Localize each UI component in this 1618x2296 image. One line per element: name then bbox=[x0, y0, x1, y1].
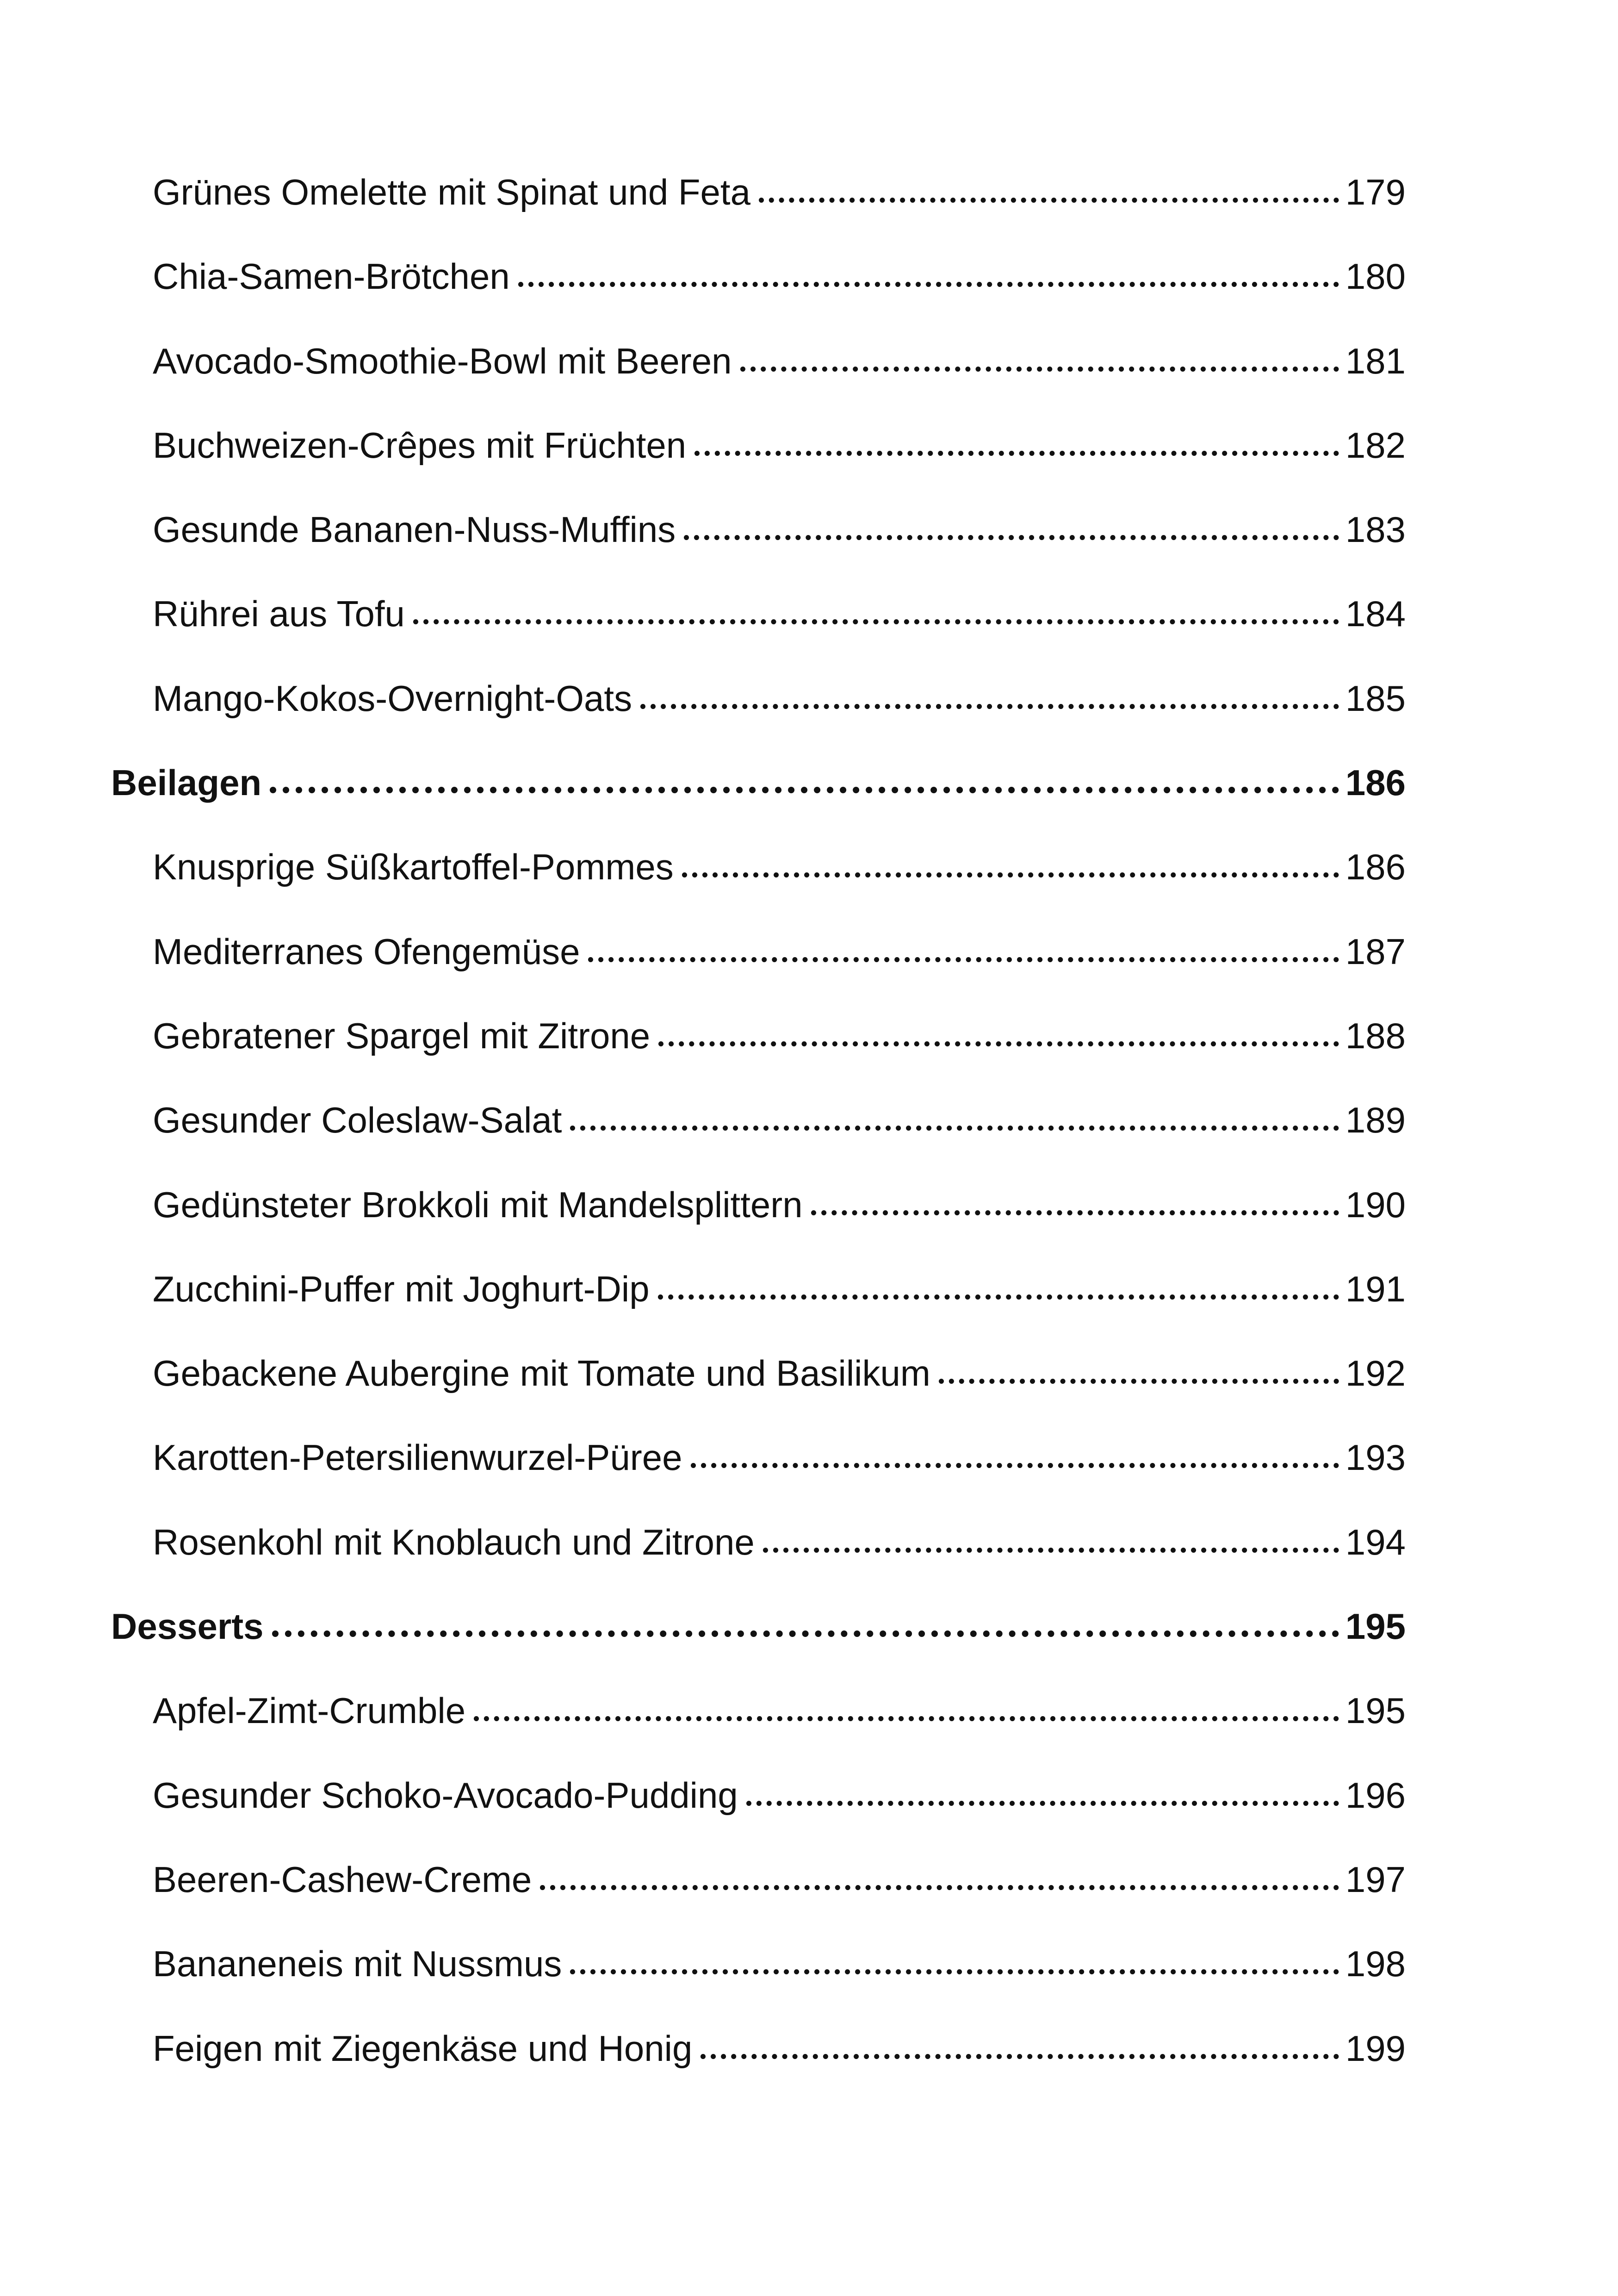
dot-leader bbox=[540, 1885, 1339, 1890]
toc-entry-title: Beeren-Cashew-Creme bbox=[153, 1859, 532, 1900]
dot-leader bbox=[588, 957, 1339, 962]
dot-leader bbox=[570, 1126, 1339, 1131]
toc-entry-page-number: 187 bbox=[1345, 931, 1406, 972]
toc-entry-title: Gebackene Aubergine mit Tomate und Basilikum bbox=[153, 1353, 930, 1394]
toc-entry[interactable] bbox=[111, 994, 1406, 1078]
toc-entry-page-number: 184 bbox=[1345, 593, 1406, 635]
toc-entry-page-number: 191 bbox=[1345, 1268, 1406, 1309]
toc-entry-title: Gesunde Bananen-Nuss-Muffins bbox=[153, 509, 676, 550]
toc-entry-page-number: 190 bbox=[1345, 1184, 1406, 1225]
dot-leader bbox=[759, 198, 1339, 203]
toc-entry[interactable] bbox=[111, 1837, 1406, 1922]
toc-entry-title: Mango-Kokos-Overnight-Oats bbox=[153, 678, 632, 719]
toc-entry-page-number: 194 bbox=[1345, 1521, 1406, 1562]
toc-entry[interactable] bbox=[111, 1668, 1406, 1753]
toc-entry-page-number: 183 bbox=[1345, 509, 1406, 550]
toc-entry-title: Feigen mit Ziegenkäse und Honig bbox=[153, 2028, 693, 2069]
toc-entry-title: Grünes Omelette mit Spinat und Feta bbox=[153, 172, 750, 212]
dot-leader bbox=[684, 535, 1339, 540]
toc-entry[interactable] bbox=[111, 1500, 1406, 1584]
toc-section-page-number: 195 bbox=[1345, 1606, 1406, 1647]
dot-leader bbox=[474, 1716, 1339, 1721]
dot-leader bbox=[270, 787, 1339, 793]
toc-entry-page-number: 197 bbox=[1345, 1859, 1406, 1900]
toc-entry-page-number: 189 bbox=[1345, 1100, 1406, 1141]
toc-entry-page-number: 199 bbox=[1345, 2028, 1406, 2069]
toc-entry[interactable] bbox=[111, 825, 1406, 909]
toc-entry-title: Avocado-Smoothie-Bowl mit Beeren bbox=[153, 340, 732, 381]
toc-entry-title: Gedünsteter Brokkoli mit Mandelsplittern bbox=[153, 1184, 803, 1225]
toc-section-title: Beilagen bbox=[111, 762, 262, 803]
dot-leader bbox=[518, 282, 1339, 287]
toc-entry[interactable] bbox=[111, 487, 1406, 572]
table-of-contents bbox=[111, 150, 1406, 2091]
toc-entry[interactable] bbox=[111, 1331, 1406, 1415]
dot-leader bbox=[939, 1379, 1339, 1384]
toc-entry[interactable] bbox=[111, 1922, 1406, 2006]
toc-entry-page-number: 186 bbox=[1345, 846, 1406, 888]
toc-entry-page-number: 196 bbox=[1345, 1774, 1406, 1816]
toc-entry[interactable] bbox=[111, 234, 1406, 318]
dot-leader bbox=[691, 1463, 1339, 1468]
toc-entry[interactable] bbox=[111, 572, 1406, 656]
toc-entry[interactable] bbox=[111, 1078, 1406, 1162]
dot-leader bbox=[694, 451, 1339, 456]
toc-entry-title: Zucchini-Puffer mit Joghurt-Dip bbox=[153, 1268, 650, 1309]
toc-entry-title: Mediterranes Ofengemüse bbox=[153, 931, 580, 972]
toc-entry-title: Gesunder Coleslaw-Salat bbox=[153, 1100, 562, 1141]
toc-section-page-number: 186 bbox=[1345, 762, 1406, 803]
toc-entry[interactable] bbox=[111, 319, 1406, 403]
toc-entry[interactable] bbox=[111, 150, 1406, 234]
toc-entry[interactable] bbox=[111, 1415, 1406, 1500]
dot-leader bbox=[570, 1969, 1339, 1974]
toc-entry-page-number: 188 bbox=[1345, 1015, 1406, 1056]
dot-leader bbox=[640, 704, 1339, 709]
toc-entry-title: Buchweizen-Crêpes mit Früchten bbox=[153, 424, 687, 466]
dot-leader bbox=[413, 619, 1339, 624]
toc-section-title: Desserts bbox=[111, 1606, 264, 1647]
toc-entry[interactable] bbox=[111, 2006, 1406, 2091]
dot-leader bbox=[658, 1041, 1339, 1046]
toc-entry-page-number: 185 bbox=[1345, 678, 1406, 719]
toc-entry-page-number: 181 bbox=[1345, 340, 1406, 381]
dot-leader bbox=[682, 872, 1339, 877]
toc-entry-page-number: 180 bbox=[1345, 256, 1406, 297]
toc-section-heading[interactable] bbox=[111, 1584, 1406, 1668]
toc-entry-page-number: 192 bbox=[1345, 1353, 1406, 1394]
dot-leader bbox=[746, 1801, 1339, 1806]
toc-section-heading[interactable] bbox=[111, 740, 1406, 825]
dot-leader bbox=[811, 1210, 1339, 1215]
dot-leader bbox=[701, 2054, 1339, 2059]
toc-entry-page-number: 179 bbox=[1345, 172, 1406, 212]
toc-entry-title: Knusprige Süßkartoffel-Pommes bbox=[153, 846, 674, 888]
toc-entry-title: Gesunder Schoko-Avocado-Pudding bbox=[153, 1774, 738, 1816]
toc-entry-page-number: 193 bbox=[1345, 1437, 1406, 1478]
toc-entry-title: Apfel-Zimt-Crumble bbox=[153, 1690, 466, 1731]
toc-entry-title: Karotten-Petersilienwurzel-Püree bbox=[153, 1437, 682, 1478]
toc-entry[interactable] bbox=[111, 403, 1406, 487]
toc-entry-page-number: 198 bbox=[1345, 1943, 1406, 1985]
toc-entry-title: Bananeneis mit Nussmus bbox=[153, 1943, 562, 1985]
dot-leader bbox=[740, 367, 1339, 372]
toc-entry-page-number: 195 bbox=[1345, 1690, 1406, 1731]
toc-entry[interactable] bbox=[111, 1753, 1406, 1837]
toc-entry-title: Rosenkohl mit Knoblauch und Zitrone bbox=[153, 1521, 755, 1562]
toc-entry[interactable] bbox=[111, 656, 1406, 740]
dot-leader bbox=[763, 1548, 1339, 1553]
dot-leader bbox=[272, 1630, 1339, 1637]
dot-leader bbox=[658, 1294, 1339, 1300]
toc-entry-title: Chia-Samen-Brötchen bbox=[153, 256, 510, 297]
toc-entry-title: Rührei aus Tofu bbox=[153, 593, 405, 635]
toc-entry[interactable] bbox=[111, 1163, 1406, 1247]
toc-entry[interactable] bbox=[111, 1247, 1406, 1331]
toc-entry-title: Gebratener Spargel mit Zitrone bbox=[153, 1015, 651, 1056]
toc-entry[interactable] bbox=[111, 909, 1406, 994]
toc-entry-page-number: 182 bbox=[1345, 424, 1406, 466]
